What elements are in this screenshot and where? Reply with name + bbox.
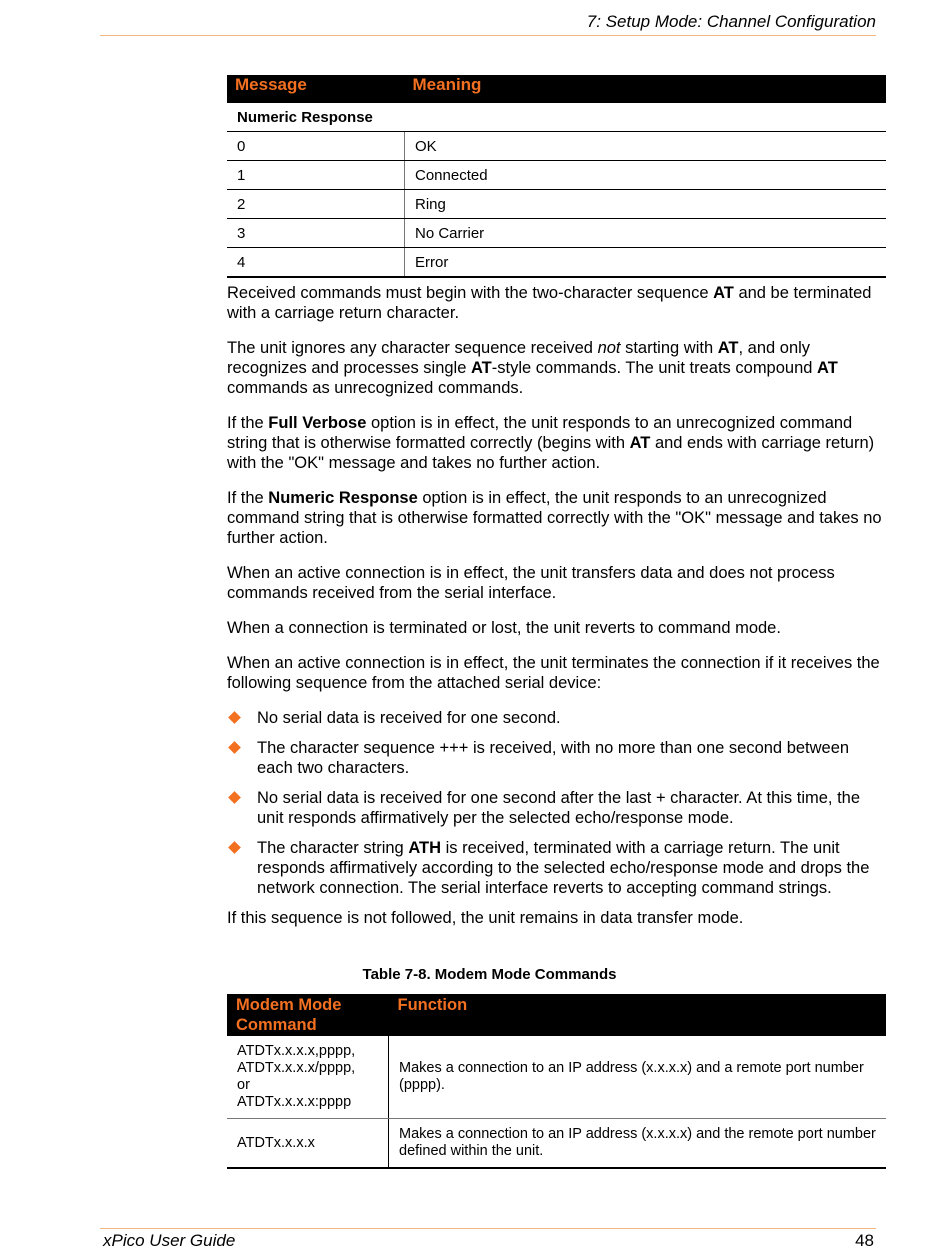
list-item [227, 708, 886, 728]
table-row [227, 248, 886, 278]
bold-run: AT [629, 434, 651, 452]
text-run: , and only recognizes and processes single [227, 339, 811, 377]
paragraph: When an active connection is in effect, the unit transfers data and does not process commands received from the serial interface. [227, 564, 835, 602]
bold-run: AT [470, 359, 492, 377]
command-cell [227, 1119, 389, 1169]
page-number: 48 [855, 1231, 874, 1250]
text-run: starting with [620, 339, 718, 357]
command-cell [227, 1036, 389, 1119]
message-cell: 1 [227, 161, 405, 190]
table-row [227, 219, 886, 248]
text-run: The character string [257, 839, 409, 857]
bold-run: AT [817, 359, 838, 377]
response-table-header-row [227, 75, 886, 103]
bullet-list [227, 708, 886, 898]
table-group-row [227, 103, 886, 132]
paragraph [227, 338, 886, 398]
paragraph: When a connection is terminated or lost, the unit reverts to command mode. [227, 619, 781, 637]
meaning-cell: Error [405, 248, 887, 278]
table-row [227, 161, 886, 190]
group-label-numeric-response: Numeric Response [227, 103, 886, 132]
bold-run: Full Verbose [268, 414, 367, 432]
list-item-text: No serial data is received for one second after the last + character. At this time, the unit responds affirmatively per the selected echo/response mode. [257, 789, 861, 827]
list-item [227, 738, 886, 778]
text-run: and be terminated with a carriage return character. [227, 284, 872, 322]
text-run: option is in effect, the unit responds to an unrecognized command string that is otherwise formatted correctly (begins with [227, 414, 853, 452]
list-item-text: The character sequence +++ is received, with no more than one second between each two characters. [257, 739, 850, 777]
table-row [227, 1036, 886, 1119]
function-cell: Makes a connection to an IP address (x.x.x.x) and the remote port number defined within the unit. [389, 1119, 887, 1169]
text-run: commands as unrecognized commands. [227, 379, 524, 397]
modem-table-header-row [227, 994, 886, 1036]
column-header-modem-mode-command: Modem Mode Command [227, 994, 389, 1036]
bold-run: ATH [408, 839, 441, 857]
text-run: -style commands. The unit treats compound [491, 359, 818, 377]
meaning-cell: OK [405, 132, 887, 161]
running-header-title: 7: Setup Mode: Channel Configuration [586, 12, 876, 31]
command-line: ATDTx.x.x.x/pppp, [237, 1060, 356, 1076]
diamond-bullet-icon [228, 841, 241, 854]
meaning-cell: No Carrier [405, 219, 887, 248]
table-row [227, 132, 886, 161]
text-run: The unit ignores any character sequence received [227, 339, 598, 357]
message-cell: 0 [227, 132, 405, 161]
text-run: If the [227, 414, 269, 432]
table-row [227, 1119, 886, 1169]
diamond-bullet-icon [228, 741, 241, 754]
column-header-meaning: Meaning [405, 75, 887, 103]
message-cell: 4 [227, 248, 405, 278]
text-run: If the [227, 489, 269, 507]
text-run: and ends with carriage return) with the "OK" message and takes no further action. [227, 434, 875, 472]
footer-rule [100, 1228, 876, 1229]
bold-run: Numeric Response [268, 489, 418, 507]
list-item-text: No serial data is received for one second. [257, 709, 561, 727]
paragraph [227, 488, 886, 548]
body-text [227, 283, 886, 943]
text-run: option is in effect, the unit responds to an unrecognized command string that is otherwise formatted correctly with the "OK" message and takes no further action. [227, 489, 882, 547]
bold-run: AT [717, 339, 739, 357]
paragraph [227, 283, 886, 323]
meaning-cell: Ring [405, 190, 887, 219]
command-line: ATDTx.x.x.x:pppp [237, 1094, 352, 1110]
bold-run: AT [713, 284, 734, 302]
message-cell: 2 [227, 190, 405, 219]
italic-run: not [597, 339, 621, 357]
text-run: Received commands must begin with the two-character sequence [227, 284, 714, 302]
command-line: ATDTx.x.x.x [237, 1134, 315, 1151]
paragraph [227, 413, 886, 473]
list-item [227, 788, 886, 828]
header-rule [100, 35, 876, 36]
column-header-function: Function [389, 994, 887, 1036]
text-run: is received, terminated with a carriage return. The unit responds affirmatively according to the selected echo/response mode and drops the network connection. The serial interface reverts to accepting command strings. [257, 839, 870, 897]
modem-commands-table [227, 994, 886, 1169]
response-table [227, 75, 886, 278]
diamond-bullet-icon [228, 711, 241, 724]
footer-document-title: xPico User Guide [103, 1231, 236, 1250]
command-line: ATDTx.x.x.x,pppp, [237, 1043, 356, 1059]
meaning-cell: Connected [405, 161, 887, 190]
column-header-message: Message [227, 75, 405, 103]
message-cell: 3 [227, 219, 405, 248]
list-item [227, 838, 886, 898]
paragraph: When an active connection is in effect, the unit terminates the connection if it receives the following sequence from the attached serial device: [227, 654, 880, 692]
table-caption: Table 7-8. Modem Mode Commands [362, 966, 617, 983]
paragraph: If this sequence is not followed, the unit remains in data transfer mode. [227, 909, 744, 927]
table-row [227, 190, 886, 219]
command-line: or [237, 1077, 250, 1093]
function-cell: Makes a connection to an IP address (x.x.x.x) and a remote port number (pppp). [389, 1036, 887, 1119]
diamond-bullet-icon [228, 791, 241, 804]
